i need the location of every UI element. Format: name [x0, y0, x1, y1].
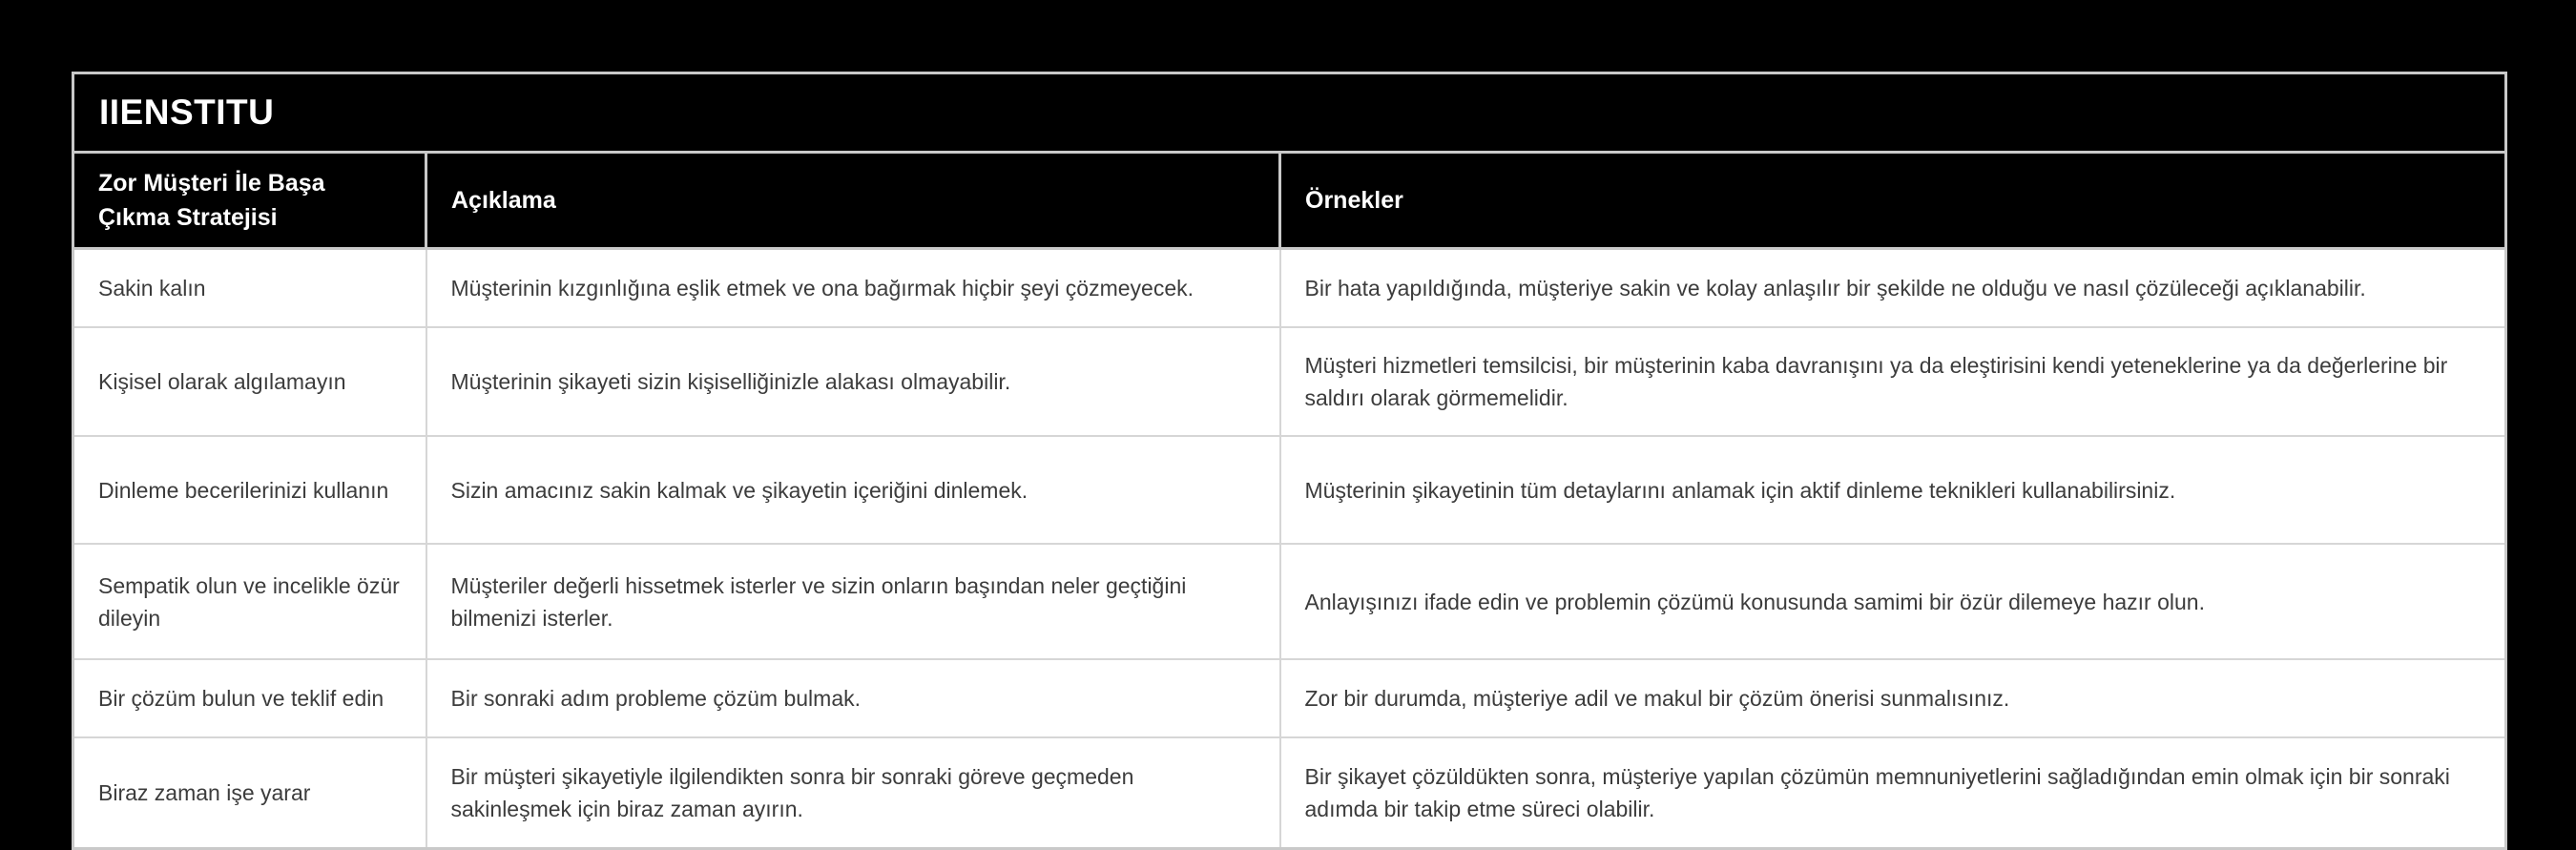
table-row: [73, 544, 2506, 659]
strategy-cell: Biraz zaman işe yarar: [73, 737, 426, 849]
examples-cell: Anlayışınızı ifade edin ve problemin çözümü konusunda samimi bir özür dilemeye hazır olun.: [1280, 544, 2506, 659]
strategies-table-frame: [72, 72, 2504, 850]
table-row: [73, 436, 2506, 544]
table-row: [73, 659, 2506, 737]
table-title: IIENSTITU: [73, 73, 2506, 153]
description-cell: Bir müşteri şikayetiyle ilgilendikten sonra bir sonraki göreve geçmeden sakinleşmek için biraz zaman ayırın.: [426, 737, 1280, 849]
table-header-row: [73, 153, 2506, 249]
description-cell: Müşterinin şikayeti sizin kişiselliğinizle alakası olmayabilir.: [426, 327, 1280, 436]
table-title-row: [73, 73, 2506, 153]
strategy-cell: Kişisel olarak algılamayın: [73, 327, 426, 436]
column-header-examples: Örnekler: [1280, 153, 2506, 249]
examples-cell: Zor bir durumda, müşteriye adil ve makul bir çözüm önerisi sunmalısınız.: [1280, 659, 2506, 737]
table-row: [73, 737, 2506, 849]
column-header-description: Açıklama: [426, 153, 1280, 249]
description-cell: Müşteriler değerli hissetmek isterler ve sizin onların başından neler geçtiğini bilmenizi isterler.: [426, 544, 1280, 659]
examples-cell: Müşterinin şikayetinin tüm detaylarını anlamak için aktif dinleme teknikleri kullanabilirsiniz.: [1280, 436, 2506, 544]
examples-cell: Müşteri hizmetleri temsilcisi, bir müşterinin kaba davranışını ya da eleştirisini kendi yeteneklerine ya da değerlerine bir saldırı olarak görmemelidir.: [1280, 327, 2506, 436]
strategy-cell: Sempatik olun ve incelikle özür dileyin: [73, 544, 426, 659]
examples-cell: Bir şikayet çözüldükten sonra, müşteriye yapılan çözümün memnuniyetlerini sağladığından emin olmak için bir sonraki adımda bir takip etme süreci olabilir.: [1280, 737, 2506, 849]
description-cell: Müşterinin kızgınlığına eşlik etmek ve ona bağırmak hiçbir şeyi çözmeyecek.: [426, 249, 1280, 328]
table-row: [73, 249, 2506, 328]
examples-cell: Bir hata yapıldığında, müşteriye sakin ve kolay anlaşılır bir şekilde ne olduğu ve nasıl çözüleceği açıklanabilir.: [1280, 249, 2506, 328]
strategy-cell: Dinleme becerilerinizi kullanın: [73, 436, 426, 544]
strategy-cell: Sakin kalın: [73, 249, 426, 328]
description-cell: Bir sonraki adım probleme çözüm bulmak.: [426, 659, 1280, 737]
column-header-strategy: Zor Müşteri İle Başa Çıkma Stratejisi: [73, 153, 426, 249]
strategy-cell: Bir çözüm bulun ve teklif edin: [73, 659, 426, 737]
strategies-table: [72, 72, 2507, 850]
description-cell: Sizin amacınız sakin kalmak ve şikayetin içeriğini dinlemek.: [426, 436, 1280, 544]
table-row: [73, 327, 2506, 436]
